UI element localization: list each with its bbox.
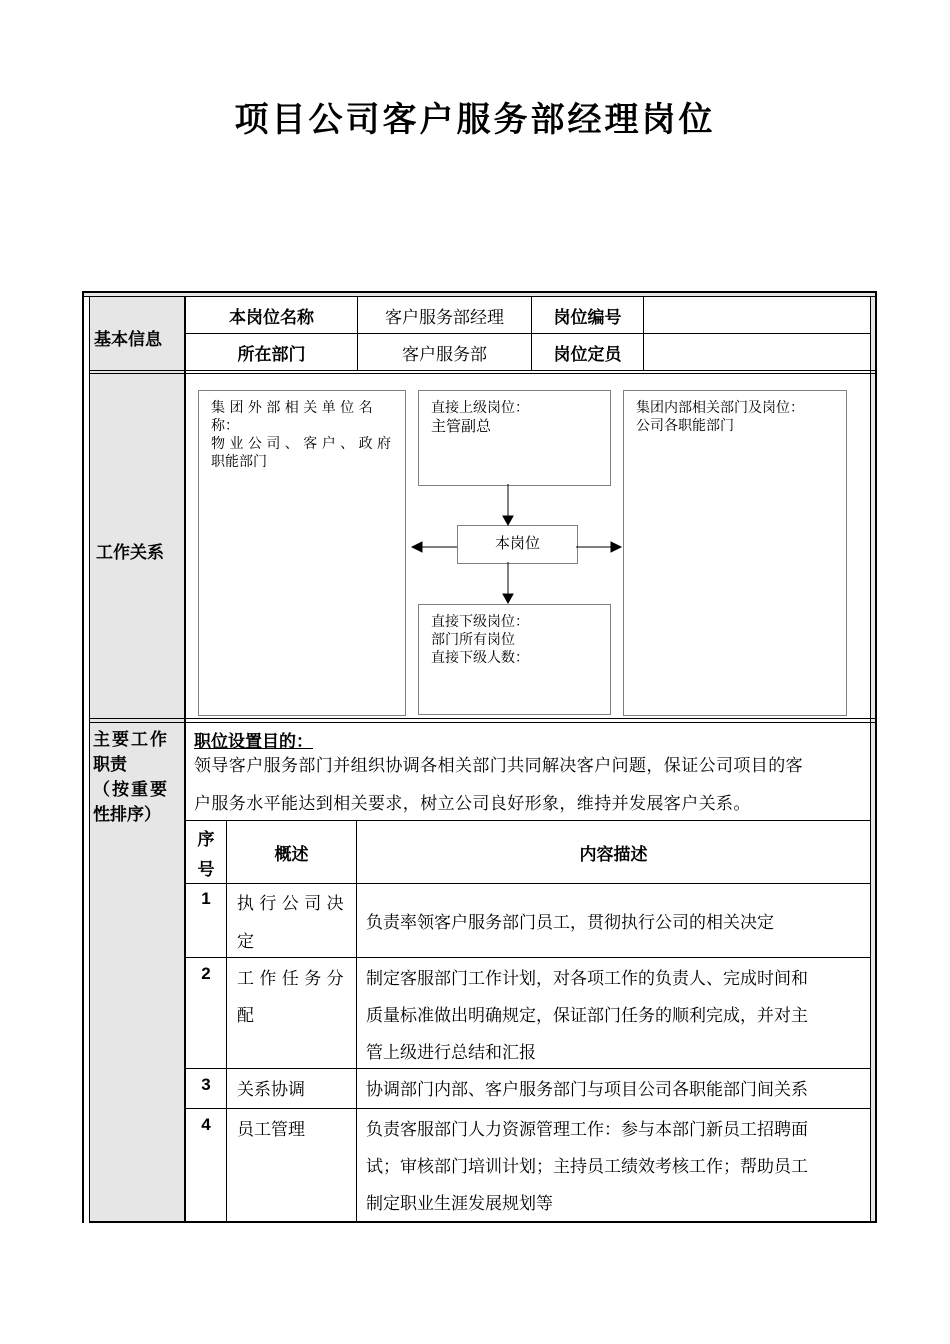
subordinate-line-1: 直接下级岗位： <box>431 614 529 630</box>
row-2-summary-line-1: 工 作 任 务 分 <box>237 969 344 989</box>
row-2-seq: 2 <box>201 964 211 983</box>
row-3-seq: 3 <box>201 1075 211 1094</box>
position-name-value: 客户服务部经理 <box>385 307 504 328</box>
purpose-line-1: 领导客户服务部门并组织协调各相关部门共同解决客户问题，保证公司项目的客 <box>194 756 803 776</box>
row-4-desc-line-2: 试；审核部门培训计划；主持员工绩效考核工作；帮助员工 <box>366 1157 808 1177</box>
col-seq-line-1: 序 <box>197 830 215 849</box>
arrow-head-right <box>611 542 621 552</box>
row-1-summary-line-1: 执 行 公 司 决 <box>237 894 344 914</box>
headcount-label: 岗位定员 <box>553 344 622 364</box>
row-2-summary-line-2: 配 <box>237 1006 254 1026</box>
row-4-seq: 4 <box>201 1115 211 1134</box>
col-seq-line-2: 号 <box>197 860 215 879</box>
external-line-2: 称： <box>211 418 239 434</box>
row-1-summary-line-2: 定 <box>237 932 254 952</box>
position-name-label: 本岗位名称 <box>229 307 314 327</box>
internal-label: 集团内部相关部门及岗位： <box>636 400 804 416</box>
purpose-line-2: 户服务水平能达到相关要求，树立公司良好形象，维持并发展客户关系。 <box>194 794 751 814</box>
col-description-header: 内容描述 <box>579 844 648 864</box>
row-4-desc-line-3: 制定职业生涯发展规划等 <box>366 1194 553 1214</box>
work-relations-label: 工作关系 <box>96 543 164 562</box>
external-line-3: 物 业 公 司 、 客 户 、 政 府 <box>211 436 392 452</box>
superior-label: 直接上级岗位： <box>431 400 529 416</box>
external-line-4: 职能部门 <box>211 454 267 470</box>
duties-label-line-4: 性排序） <box>93 805 161 824</box>
row-1-seq: 1 <box>201 889 211 908</box>
department-value: 客户服务部 <box>402 344 487 365</box>
position-code-label: 岗位编号 <box>553 307 622 327</box>
row-4-desc-line-1: 负责客服部门人力资源管理工作：参与本部门新员工招聘面 <box>366 1120 808 1140</box>
row-2-desc-line-2: 质量标准做出明确规定，保证部门任务的顺利完成，并对主 <box>366 1006 808 1026</box>
row-3-desc-line-1: 协调部门内部、客户服务部门与项目公司各职能部门间关系 <box>366 1080 808 1100</box>
duties-label-line-1: 主要工作 <box>93 730 169 749</box>
col-summary-header: 概述 <box>274 844 309 864</box>
arrow-head-left <box>412 542 422 552</box>
row-2-desc-line-3: 管上级进行总结和汇报 <box>366 1043 536 1063</box>
arrow-head-subordinate <box>503 594 513 603</box>
superior-value: 主管副总 <box>431 418 492 435</box>
row-3-summary-line-1: 关系协调 <box>237 1080 305 1100</box>
subordinate-line-2: 部门所有岗位 <box>431 632 515 648</box>
arrow-head-center <box>503 516 513 525</box>
basic-info-label: 基本信息 <box>94 330 162 349</box>
row-4-summary-line-1: 员工管理 <box>237 1120 305 1140</box>
page-title: 项目公司客户服务部经理岗位 <box>234 100 716 140</box>
internal-value: 公司各职能部门 <box>636 418 734 434</box>
duties-label-line-2: 职责 <box>93 755 127 774</box>
external-line-1: 集 团 外 部 相 关 单 位 名 <box>211 400 373 416</box>
purpose-heading: 职位设置目的： <box>194 732 313 751</box>
row-2-desc-line-1: 制定客服部门工作计划，对各项工作的负责人、完成时间和 <box>366 969 808 989</box>
subordinate-line-3: 直接下级人数： <box>431 650 529 666</box>
row-1-desc-line-1: 负责率领客户服务部门员工，贯彻执行公司的相关决定 <box>366 913 774 933</box>
duties-label-line-3: （按重要 <box>93 780 169 799</box>
center-position-label: 本岗位 <box>494 535 540 552</box>
department-label: 所在部门 <box>237 344 306 364</box>
